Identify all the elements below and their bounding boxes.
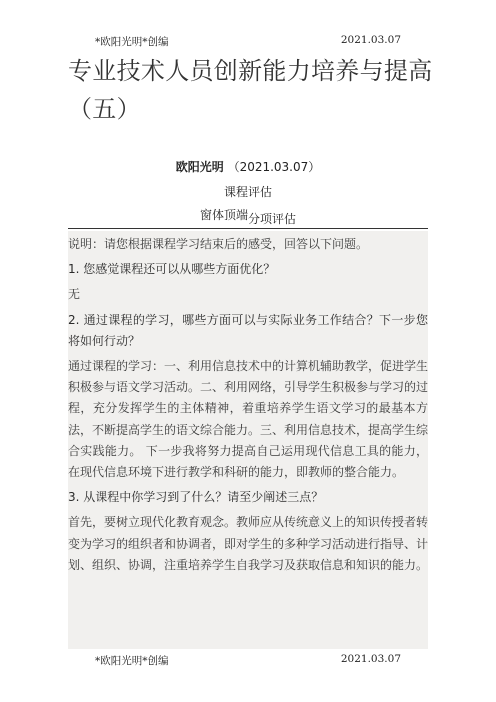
form-top-label <box>200 206 297 226</box>
footer-author: *欧阳光明*创编 <box>95 655 169 667</box>
author-name: 欧阳光明 <box>175 160 224 174</box>
answer-3: 首先，要树立现代化教育观念。教师应从传统意义上的知识传授者转变为学习的组织者和协调者，即对学生的多种学习活动进行指导、计划、组织、协调，注重培养学生自我学习及获取信息和知识的能力。 <box>68 515 428 572</box>
document-title: 专业技术人员创新能力培养与提高（五） <box>68 57 433 123</box>
answer-1: 无 <box>68 287 81 302</box>
instruction-text: 说明：请您根据课程学习结束后的感受，回答以下问题。 <box>68 237 369 251</box>
footer-date: 2021.03.07 <box>340 653 401 665</box>
form-top-marker: 窗体顶端 <box>200 208 249 222</box>
page-header <box>95 34 401 49</box>
sub-evaluation-label: 分项评估 <box>248 212 297 226</box>
evaluation-panel <box>68 231 428 649</box>
question-3: 3. 从课程中你学习到了什么？请至少阐述三点？ <box>68 490 324 505</box>
header-author: *欧阳光明*创编 <box>95 36 169 48</box>
section-title: 课程评估 <box>223 185 272 199</box>
header-date: 2021.03.07 <box>340 34 401 46</box>
author-date: （2021.03.07） <box>227 160 321 174</box>
author-line <box>0 158 496 175</box>
page-footer <box>95 653 401 668</box>
question-1: 1. 您感觉课程还可以从哪些方面优化？ <box>68 262 276 277</box>
top-divider <box>68 228 428 229</box>
question-2: 2. 通过课程的学习，哪些方面可以与实际业务工作结合？下一步您将如何行动？ <box>68 312 428 348</box>
evaluation-content <box>68 231 428 576</box>
answer-2: 通过课程的学习：一、利用信息技术中的计算机辅助教学，促进学生积极参与语文学习活动。二、利用网络，引导学生积极参与学习的过程，充分发挥学生的主体精神，着重培养学生语文学习的最基本方法，不断提高学生的语文综合能力。三、利用信息技术，提高学生综合实践能力。 下一步我将努力提高自己运用现代信息工具的能力，在现代信息环境下进行教学和科研的能力，即教师的整合能力。 <box>68 359 428 480</box>
